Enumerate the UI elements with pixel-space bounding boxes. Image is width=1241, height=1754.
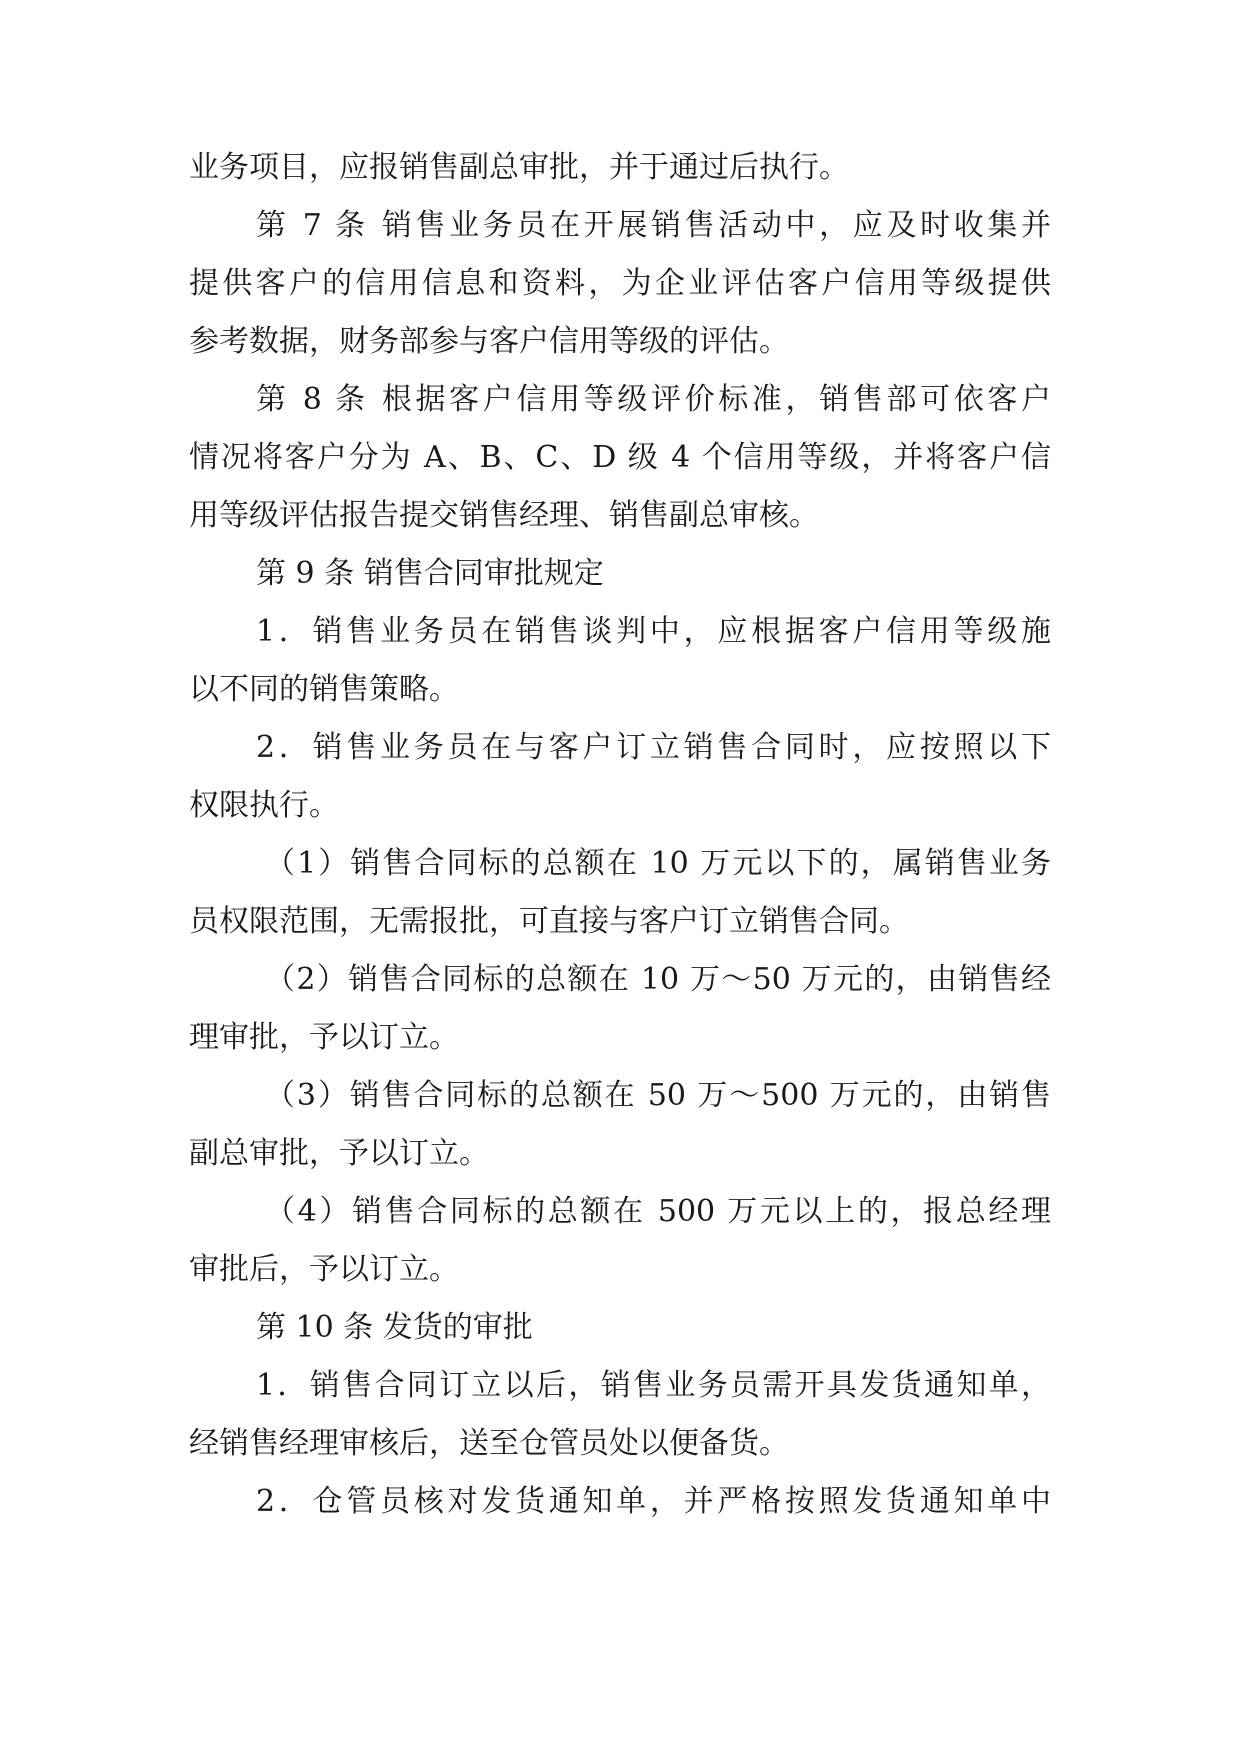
text-line: 员权限范围，无需报批，可直接与客户订立销售合同。: [189, 904, 909, 939]
text-line: 审批后，予以订立。: [189, 1252, 459, 1287]
sub-item-line: （1）销售合同标的总额在 10 万元以下的，属销售业务: [265, 846, 1051, 881]
article-10-heading-line: 第 10 条 发货的审批: [256, 1310, 533, 1345]
list-item-line: 1．销售合同订立以后，销售业务员需开具发货通知单，: [256, 1368, 1051, 1403]
text-line: 理审批，予以订立。: [189, 1020, 459, 1055]
sub-item-line: （4）销售合同标的总额在 500 万元以上的，报总经理: [265, 1194, 1051, 1229]
list-item-line: 2．销售业务员在与客户订立销售合同时，应按照以下: [256, 730, 1051, 765]
text-line: 以不同的销售策略。: [189, 672, 459, 707]
text-line: 情况将客户分为 A、B、C、D 级 4 个信用等级，并将客户信: [189, 440, 1051, 475]
text-line: 经销售经理审核后，送至仓管员处以便备货。: [189, 1426, 789, 1461]
text-line: 权限执行。: [189, 788, 339, 823]
list-item-line: 1．销售业务员在销售谈判中，应根据客户信用等级施: [256, 614, 1051, 649]
text-line: 副总审批，予以订立。: [189, 1136, 489, 1171]
sub-item-line: （3）销售合同标的总额在 50 万～500 万元的，由销售: [265, 1078, 1051, 1113]
article-8-heading-line: 第 8 条 根据客户信用等级评价标准，销售部可依客户: [256, 382, 1051, 417]
sub-item-line: （2）销售合同标的总额在 10 万～50 万元的，由销售经: [265, 962, 1051, 997]
text-line: 提供客户的信用信息和资料，为企业评估客户信用等级提供: [189, 266, 1051, 301]
text-line: 用等级评估报告提交销售经理、销售副总审核。: [189, 498, 819, 533]
article-9-heading-line: 第 9 条 销售合同审批规定: [256, 556, 604, 591]
text-line: 参考数据，财务部参与客户信用等级的评估。: [189, 324, 789, 359]
list-item-line: 2．仓管员核对发货通知单，并严格按照发货通知单中: [256, 1484, 1051, 1519]
text-line: 业务项目，应报销售副总审批，并于通过后执行。: [189, 150, 849, 185]
article-7-heading-line: 第 7 条 销售业务员在开展销售活动中，应及时收集并: [256, 208, 1051, 243]
